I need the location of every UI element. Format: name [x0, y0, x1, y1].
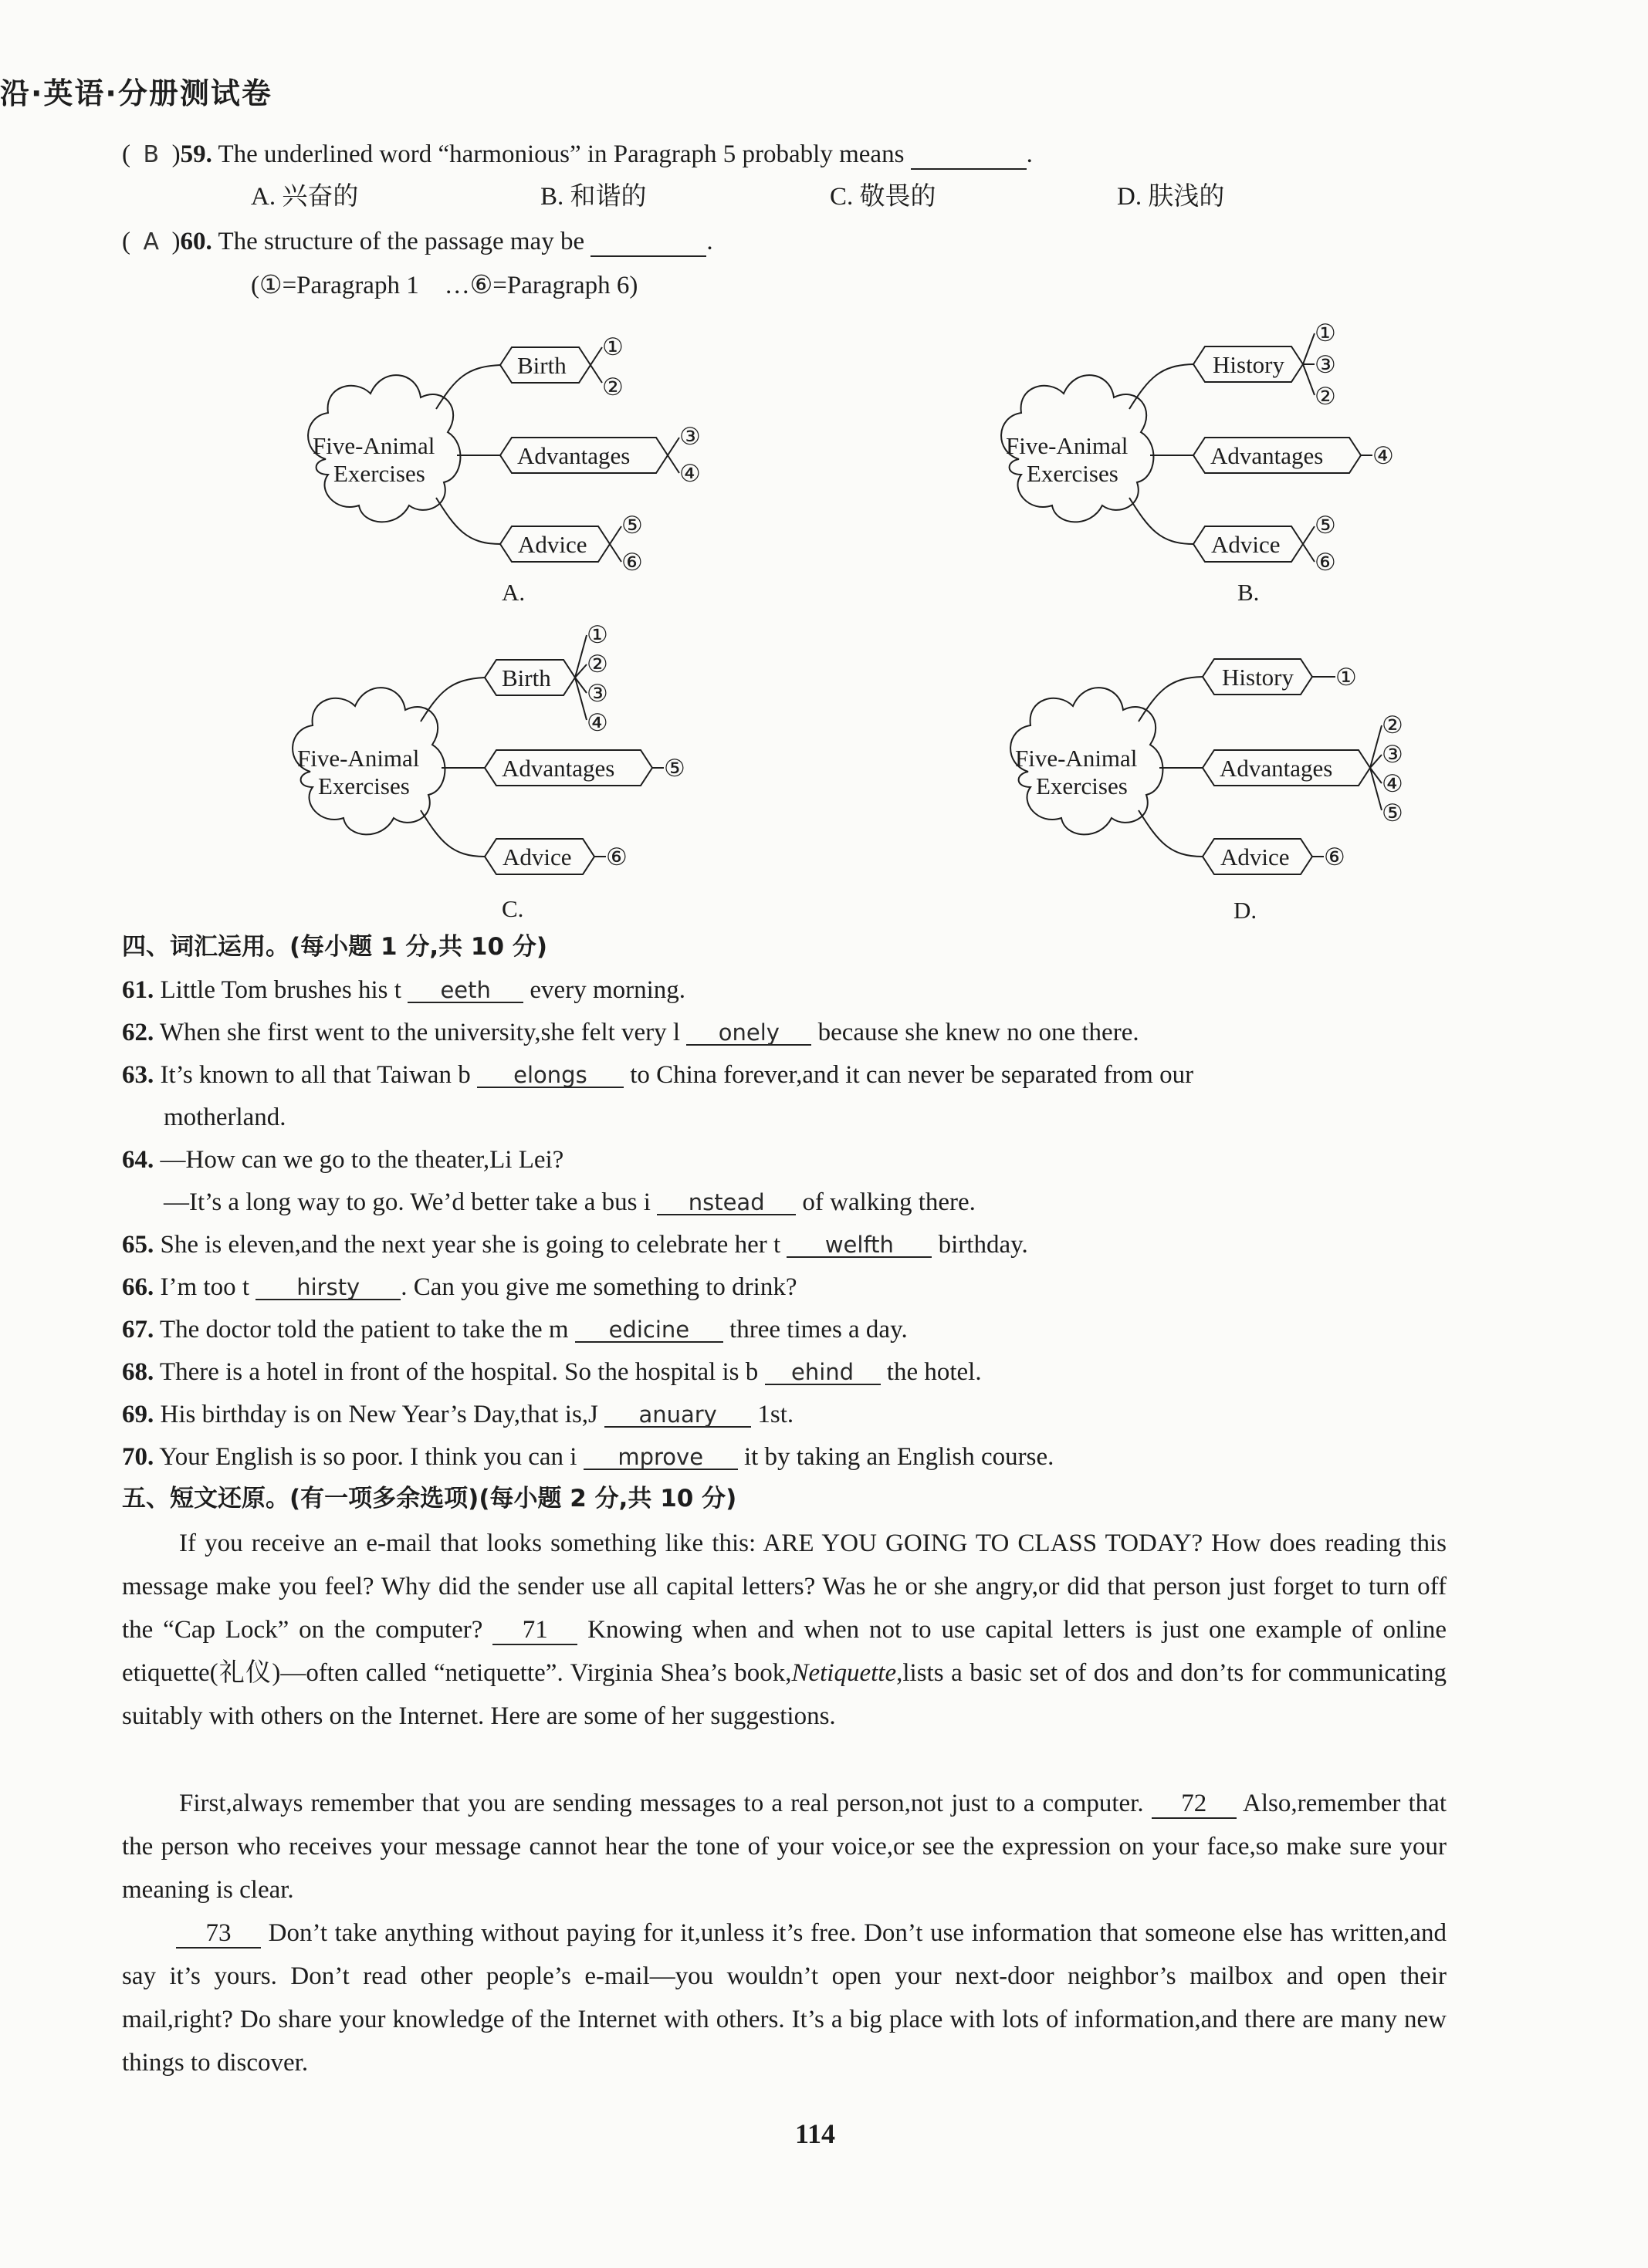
item-65	[122, 1231, 1028, 1260]
item-number: 66.	[122, 1273, 154, 1301]
blank-72: 72	[1152, 1790, 1237, 1819]
paren-close: )	[171, 140, 181, 168]
blank-73: 73	[176, 1920, 261, 1949]
para-marker: ②	[1382, 711, 1403, 739]
diagram-letter: D.	[1233, 897, 1257, 924]
para-marker: ③	[679, 423, 701, 450]
paragraph-text: Don’t take anything without paying for it,unless it’s free. Don’t use information that someone else has written,and say it’s yours. Don’t read other people’s e-mail—you wouldn’t open your next-door neighbor’s mailbox and open their mail,right? Do share your knowledge of the Internet with others. It’s a big place with lots of information,and there are many new things to discover.	[122, 1919, 1447, 2077]
item-text: every morning.	[530, 976, 686, 1004]
item-66	[122, 1273, 797, 1303]
item-text: to China forever,and it can never be separated from our	[630, 1061, 1194, 1089]
para-marker: ⑤	[664, 755, 685, 782]
center-label-line2: Exercises	[318, 772, 410, 799]
diagram-letter: B.	[1237, 579, 1260, 606]
q60-note: (①=Paragraph 1 …⑥=Paragraph 6)	[251, 272, 638, 299]
branch-label-advice: Advice	[503, 843, 572, 870]
branch-label-advice: Advice	[1220, 843, 1290, 870]
item-61	[122, 976, 685, 1006]
q59-number: 59.	[180, 140, 212, 168]
para-marker: ⑤	[1315, 512, 1336, 539]
branch-label-advantages: Advantages	[1220, 755, 1333, 782]
q60-answer: A	[143, 228, 160, 255]
answer-blank: ehind	[765, 1360, 881, 1385]
item-number: 64.	[122, 1146, 154, 1174]
para-marker: ②	[587, 651, 608, 678]
item-text: it by taking an English course.	[743, 1443, 1054, 1471]
q59-answer: B	[143, 141, 160, 168]
paragraph-text: Knowing when and when not to use capital letters is just one example of online etiquette(礼仪)—often called “netiquette”. Virginia Shea’s book,	[122, 1616, 1447, 1687]
fork-3	[1303, 526, 1315, 562]
fork-1	[1303, 333, 1315, 395]
item-62	[122, 1019, 1139, 1048]
item-64	[122, 1146, 563, 1175]
item-text: three times a day.	[729, 1316, 908, 1344]
para-marker: ①	[587, 621, 608, 648]
connector-1	[1139, 677, 1203, 722]
center-label-line2: Exercises	[1036, 772, 1128, 799]
connector-1	[1129, 364, 1193, 409]
item-text: of walking there.	[802, 1188, 976, 1216]
para-marker: ⑥	[621, 549, 643, 576]
item-text: Your English is so poor. I think you can i	[159, 1443, 577, 1471]
branch-label-advantages: Advantages	[517, 442, 631, 469]
item-text: His birthday is on New Year’s Day,that is,J	[160, 1401, 598, 1428]
para-marker: ①	[1335, 664, 1357, 691]
para-marker: ③	[1315, 351, 1336, 378]
q59-end: .	[1026, 140, 1033, 168]
connector-3	[436, 498, 500, 544]
branch-label-history: History	[1222, 664, 1294, 691]
q60-end: .	[706, 228, 713, 255]
page-header: 沿·英语·分册测试卷	[0, 76, 272, 110]
diagram-b	[986, 313, 1419, 606]
item-number: 61.	[122, 976, 154, 1004]
item-text: —It’s a long way to go. We’d better take a bus i	[164, 1188, 651, 1216]
paragraph-text: If you receive an e-mail that looks something like this: ARE YOU GOING TO CLASS TODAY? How does reading this message make you feel? Why did the sender use all capital letters? Was he or she angry,or did that person just forget to turn off the “Cap Lock” on the computer?	[122, 1529, 1447, 1644]
branch-label-birth: Birth	[502, 664, 551, 691]
para-marker: ⑥	[1315, 549, 1336, 576]
item-67	[122, 1316, 908, 1345]
para-marker: ④	[587, 709, 608, 736]
para-marker: ④	[679, 460, 701, 487]
fork-3	[610, 526, 621, 562]
center-label-line1: Five-Animal	[313, 432, 435, 459]
q60-text: The structure of the passage may be	[218, 228, 585, 255]
item-text: When she first went to the university,she felt very l	[159, 1019, 681, 1046]
answer-blank: hirsty	[255, 1276, 401, 1300]
answer-blank: anuary	[604, 1403, 751, 1428]
q59-blank	[911, 141, 1027, 170]
answer-blank: onely	[686, 1021, 811, 1046]
question-59	[122, 140, 1033, 170]
diagram-a	[293, 324, 726, 606]
para-marker: ⑤	[1382, 799, 1403, 826]
section-4-title: 四、词汇运用。(每小题 1 分,共 10 分)	[122, 933, 547, 961]
item-70	[122, 1443, 1054, 1472]
item-69	[122, 1401, 794, 1430]
item-number: 69.	[122, 1401, 154, 1428]
item-text: —How can we go to the theater,Li Lei?	[160, 1146, 564, 1174]
para-marker: ③	[587, 680, 608, 707]
item-64-reply	[164, 1188, 976, 1218]
item-number: 70.	[122, 1443, 154, 1471]
diagram-letter: A.	[502, 579, 526, 606]
center-label-line1: Five-Animal	[1006, 432, 1129, 459]
para-marker: ⑥	[1324, 843, 1345, 870]
paragraph-text: ,lists a basic set of dos and don’ts for communicating suitably with others on the Internet. Here are some of her suggestions.	[122, 1659, 1447, 1730]
page-number: 114	[795, 2118, 836, 2149]
paragraph-text: First,always remember that you are sending messages to a real person,not just to a computer.	[179, 1790, 1144, 1817]
answer-blank: elongs	[477, 1063, 624, 1088]
item-63-continued: motherland.	[164, 1104, 286, 1131]
center-label-line1: Five-Animal	[1015, 745, 1138, 772]
item-text: She is eleven,and the next year she is going to celebrate her t	[160, 1231, 781, 1259]
q59-option-c: C. 敬畏的	[830, 183, 936, 211]
answer-blank: nstead	[657, 1191, 796, 1215]
connector-1	[421, 678, 485, 722]
item-text: Little Tom brushes his t	[160, 976, 401, 1004]
branch-label-history: History	[1213, 351, 1284, 378]
q59-option-a: A. 兴奋的	[251, 183, 359, 211]
connector-1	[436, 365, 500, 409]
item-63	[122, 1061, 1450, 1090]
center-label-line1: Five-Animal	[297, 745, 420, 772]
fork-2	[668, 438, 679, 473]
para-marker: ④	[1382, 770, 1403, 797]
paren-close: )	[171, 228, 181, 255]
section-5-title: 五、短文还原。(有一项多余选项)(每小题 2 分,共 10 分)	[122, 1485, 737, 1513]
answer-blank: welfth	[787, 1233, 932, 1258]
passage-paragraph-1	[122, 1522, 1447, 1738]
item-number: 65.	[122, 1231, 154, 1259]
answer-blank: edicine	[575, 1318, 723, 1343]
blank-71: 71	[492, 1617, 577, 1645]
para-marker: ⑤	[621, 512, 643, 539]
para-marker: ②	[1315, 383, 1336, 410]
item-text: birthday.	[938, 1231, 1028, 1259]
item-text: It’s known to all that Taiwan b	[160, 1061, 471, 1089]
answer-blank: mprove	[584, 1445, 738, 1470]
para-marker: ④	[1372, 442, 1394, 469]
diagram-d	[996, 634, 1428, 924]
item-text: . Can you give me something to drink?	[401, 1273, 797, 1301]
branch-label-advice: Advice	[1211, 531, 1281, 558]
branch-label-advantages: Advantages	[1210, 442, 1324, 469]
branch-label-birth: Birth	[517, 352, 567, 379]
q59-option-b: B. 和谐的	[540, 183, 647, 211]
item-text: because she knew no one there.	[817, 1019, 1139, 1046]
answer-blank: eeth	[408, 979, 523, 1003]
para-marker: ②	[602, 373, 624, 401]
item-number: 67.	[122, 1316, 154, 1344]
q60-number: 60.	[180, 228, 212, 255]
diagram-letter: C.	[502, 895, 524, 922]
passage-paragraph-3	[122, 1911, 1447, 2084]
paren-open: (	[122, 228, 130, 255]
item-number: 62.	[122, 1019, 154, 1046]
item-text: I’m too t	[160, 1273, 249, 1301]
item-number: 63.	[122, 1061, 154, 1089]
item-text: the hotel.	[886, 1358, 982, 1386]
q60-blank	[591, 228, 706, 257]
branch-label-advice: Advice	[518, 531, 587, 558]
paragraph-text: Also,remember that the person who receives your message cannot hear the tone of your voice,or see the expression on your face,so make sure your meaning is clear.	[122, 1790, 1447, 1904]
item-text: The doctor told the patient to take the m	[159, 1316, 569, 1344]
item-68	[122, 1358, 982, 1388]
passage-paragraph-2	[122, 1782, 1447, 1911]
para-marker: ①	[1315, 319, 1336, 346]
diagram-c	[278, 621, 710, 922]
paren-open: (	[122, 140, 130, 168]
center-label-line2: Exercises	[333, 460, 425, 487]
item-text: 1st.	[757, 1401, 794, 1428]
connector-3	[421, 810, 485, 857]
para-marker: ①	[602, 333, 624, 360]
q59-option-d: D. 肤浅的	[1117, 183, 1225, 211]
center-label-line2: Exercises	[1027, 460, 1118, 487]
para-marker: ⑥	[606, 843, 628, 870]
fork-1	[575, 635, 587, 720]
question-60	[122, 228, 713, 257]
item-text: There is a hotel in front of the hospital. So the hospital is b	[159, 1358, 759, 1386]
fork-1	[591, 347, 602, 383]
q59-text: The underlined word “harmonious” in Paragraph 5 probably means	[218, 140, 905, 168]
branch-label-advantages: Advantages	[502, 755, 615, 782]
book-title: Netiquette	[791, 1659, 897, 1687]
connector-3	[1139, 810, 1203, 857]
item-number: 68.	[122, 1358, 154, 1386]
connector-3	[1129, 498, 1193, 544]
para-marker: ③	[1382, 741, 1403, 768]
fork-2	[1370, 725, 1382, 810]
